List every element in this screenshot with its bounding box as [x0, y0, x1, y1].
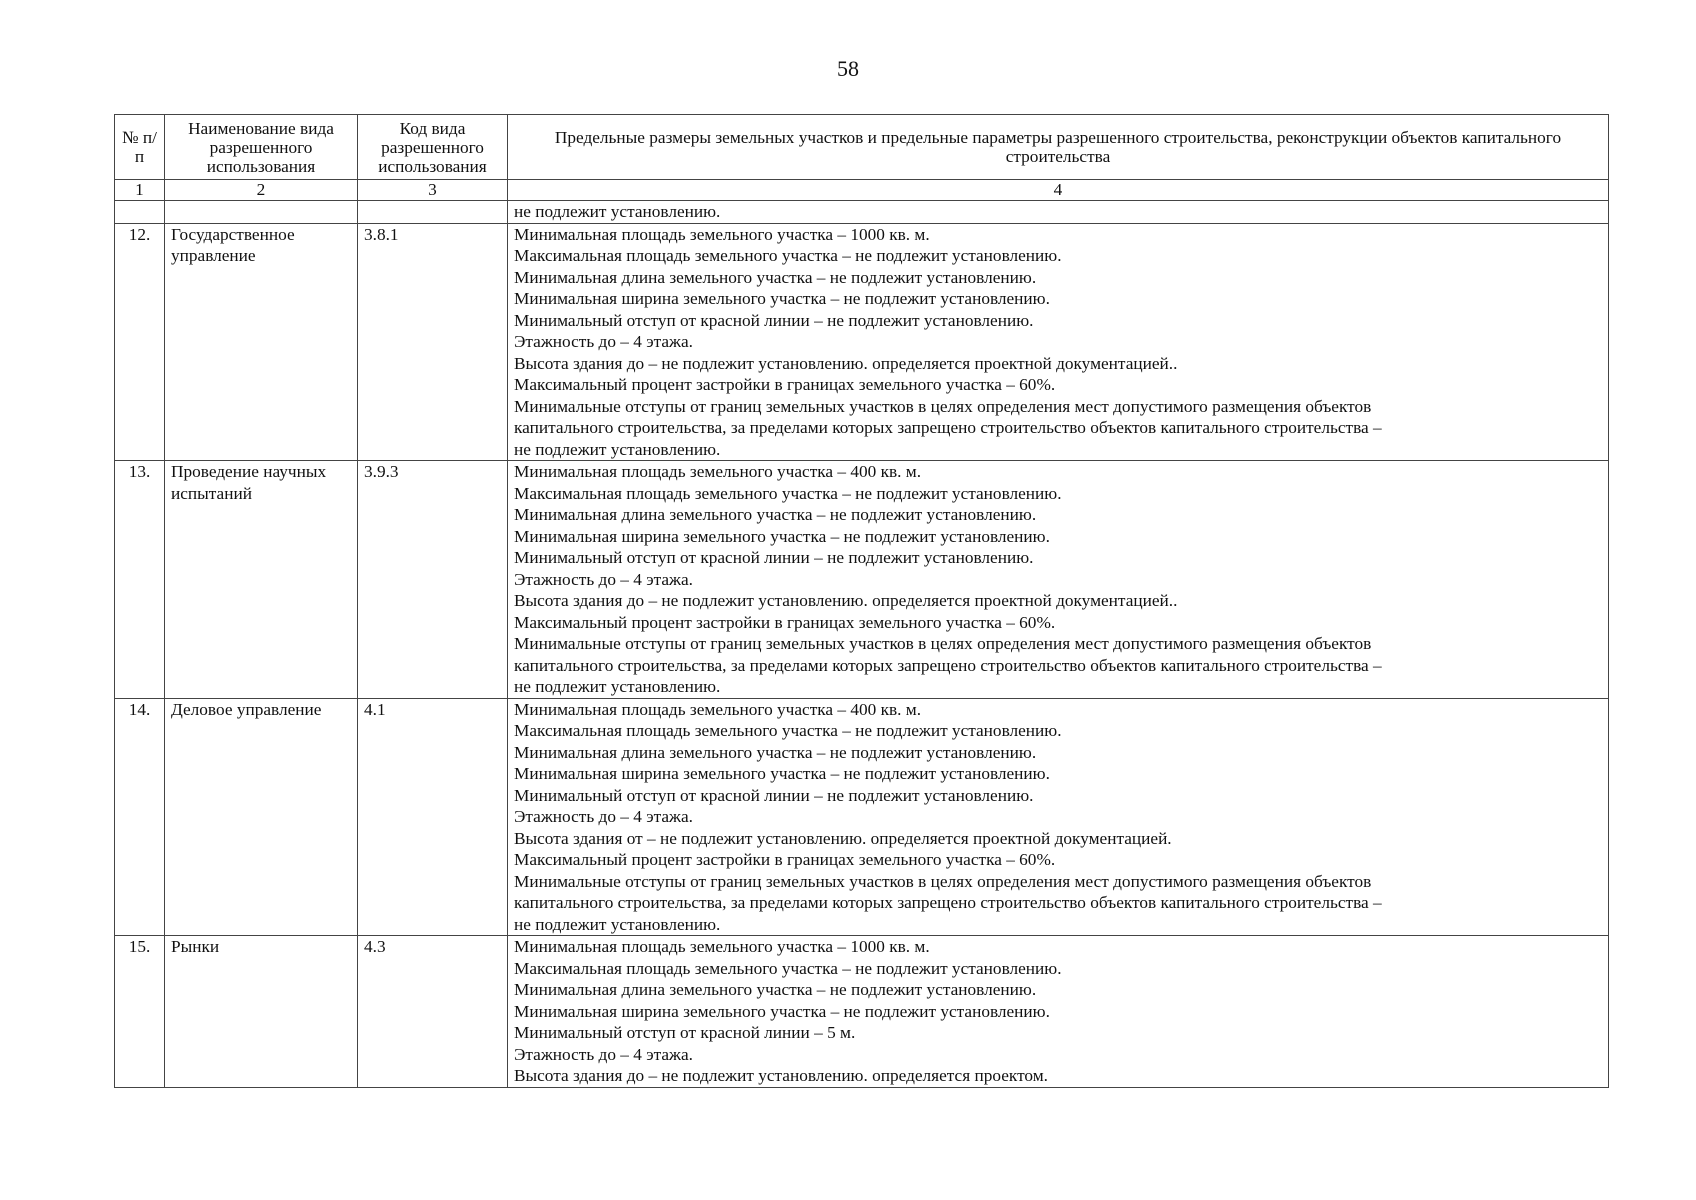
table-body: [115, 201, 1609, 1088]
parameter-line: Минимальные отступы от границ земельных участков в целях определения мест допустимого размещения объектов: [514, 396, 1372, 416]
parameter-line: Этажность до – 4 этажа.: [514, 807, 693, 826]
parameter-line: Минимальная длина земельного участка – не подлежит установлению.: [514, 505, 1037, 524]
continuation-row: [115, 201, 1609, 224]
parameter-line: Минимальный отступ от красной линии – не подлежит установлению.: [514, 548, 1034, 567]
parameter-line: Этажность до – 4 этажа.: [514, 1044, 693, 1064]
parameter-line: Максимальная площадь земельного участка – не подлежит установлению.: [514, 721, 1062, 740]
parameter-line: капитального строительства, за пределами которых запрещено строительство объектов капитального строительства –: [514, 418, 1382, 437]
parameter-line: не подлежит установлению.: [514, 677, 721, 696]
parameters-cell: [508, 461, 1609, 699]
parameter-line: Минимальные отступы от границ земельных участков в целях определения мест допустимого размещения объектов: [514, 634, 1372, 653]
parameter-line: Минимальная длина земельного участка – не подлежит установлению.: [514, 742, 1037, 762]
row-number: 15.: [115, 936, 165, 1088]
parameter-line: Высота здания до – не подлежит установлению. определяется проектной документацией..: [514, 353, 1178, 373]
page-number: 58: [837, 56, 859, 81]
table-row: [115, 936, 1609, 1088]
parameter-line: Минимальная ширина земельного участка – не подлежит установлению.: [514, 764, 1050, 783]
parameter-line: капитального строительства, за пределами которых запрещено строительство объектов капитального строительства –: [514, 655, 1382, 675]
parameter-line: Этажность до – 4 этажа.: [514, 569, 693, 589]
parameter-line: Минимальная площадь земельного участка – 1000 кв. м.: [514, 937, 930, 956]
use-name: Рынки: [165, 936, 358, 1088]
column-number-row: [115, 180, 1609, 201]
parameter-line: Высота здания до – не подлежит установлению. определяется проектной документацией..: [514, 591, 1178, 610]
continuation-text: не подлежит установлению.: [508, 201, 1609, 224]
parameters-cell: [508, 698, 1609, 936]
header-parameters: Предельные размеры земельных участков и предельные параметры разрешенного строительства, реконструкции объектов капитального строительства: [508, 115, 1609, 180]
parameter-line: Минимальная ширина земельного участка – не подлежит установлению.: [514, 1001, 1050, 1021]
row-number: 12.: [115, 223, 165, 461]
parameters-cell: [508, 223, 1609, 461]
column-number: 1: [115, 180, 165, 201]
column-number: 2: [165, 180, 358, 201]
parameters-cell: [508, 936, 1609, 1088]
parameter-line: Минимальная площадь земельного участка – 400 кв. м.: [514, 462, 922, 481]
parameter-line: Максимальная площадь земельного участка – не подлежит установлению.: [514, 483, 1062, 503]
empty-cell: [165, 201, 358, 224]
empty-cell: [115, 201, 165, 224]
parameter-line: Максимальная площадь земельного участка – не подлежит установлению.: [514, 246, 1062, 265]
table-row: [115, 698, 1609, 936]
table-row: [115, 223, 1609, 461]
parameter-line: Минимальная длина земельного участка – не подлежит установлению.: [514, 267, 1037, 287]
parameter-line: Максимальный процент застройки в границах земельного участка – 60%.: [514, 850, 1056, 869]
parameter-line: Минимальный отступ от красной линии – не подлежит установлению.: [514, 785, 1034, 805]
column-number: 4: [508, 180, 1609, 201]
parameter-line: Минимальная ширина земельного участка – не подлежит установлению.: [514, 526, 1050, 546]
parameter-line: капитального строительства, за пределами которых запрещено строительство объектов капитального строительства –: [514, 893, 1382, 912]
use-name: Государственное управление: [165, 223, 358, 461]
use-code: 4.3: [358, 936, 508, 1088]
parameter-line: Минимальный отступ от красной линии – не подлежит установлению.: [514, 310, 1034, 330]
column-number: 3: [358, 180, 508, 201]
header-use-name: Наименование вида разрешенного использования: [165, 115, 358, 180]
permitted-use-table: [114, 114, 1609, 1088]
parameter-line: Минимальная площадь земельного участка – 1000 кв. м.: [514, 224, 930, 244]
use-code: 4.1: [358, 698, 508, 936]
parameter-line: Минимальная ширина земельного участка – не подлежит установлению.: [514, 289, 1050, 308]
use-name: Проведение научных испытаний: [165, 461, 358, 699]
parameter-line: Максимальный процент застройки в границах земельного участка – 60%.: [514, 612, 1056, 632]
use-name: Деловое управление: [165, 698, 358, 936]
parameter-line: Высота здания до – не подлежит установлению. определяется проектом.: [514, 1066, 1048, 1085]
parameter-line: Этажность до – 4 этажа.: [514, 332, 693, 351]
parameter-line: не подлежит установлению.: [514, 439, 721, 459]
parameter-line: не подлежит установлению.: [514, 914, 721, 934]
row-number: 14.: [115, 698, 165, 936]
header-use-code: Код вида разрешенного использования: [358, 115, 508, 180]
parameter-line: Минимальная площадь земельного участка – 400 кв. м.: [514, 699, 922, 719]
parameter-line: Максимальная площадь земельного участка – не подлежит установлению.: [514, 958, 1062, 978]
use-code: 3.8.1: [358, 223, 508, 461]
header-number: № п/п: [115, 115, 165, 180]
parameter-line: Минимальные отступы от границ земельных участков в целях определения мест допустимого размещения объектов: [514, 871, 1372, 891]
table-header-row: [115, 115, 1609, 180]
row-number: 13.: [115, 461, 165, 699]
use-code: 3.9.3: [358, 461, 508, 699]
table-row: [115, 461, 1609, 699]
parameter-line: Минимальная длина земельного участка – не подлежит установлению.: [514, 980, 1037, 999]
empty-cell: [358, 201, 508, 224]
parameter-line: Максимальный процент застройки в границах земельного участка – 60%.: [514, 375, 1056, 394]
parameter-line: Минимальный отступ от красной линии – 5 м.: [514, 1023, 856, 1042]
parameter-line: Высота здания от – не подлежит установлению. определяется проектной документацией.: [514, 828, 1172, 848]
